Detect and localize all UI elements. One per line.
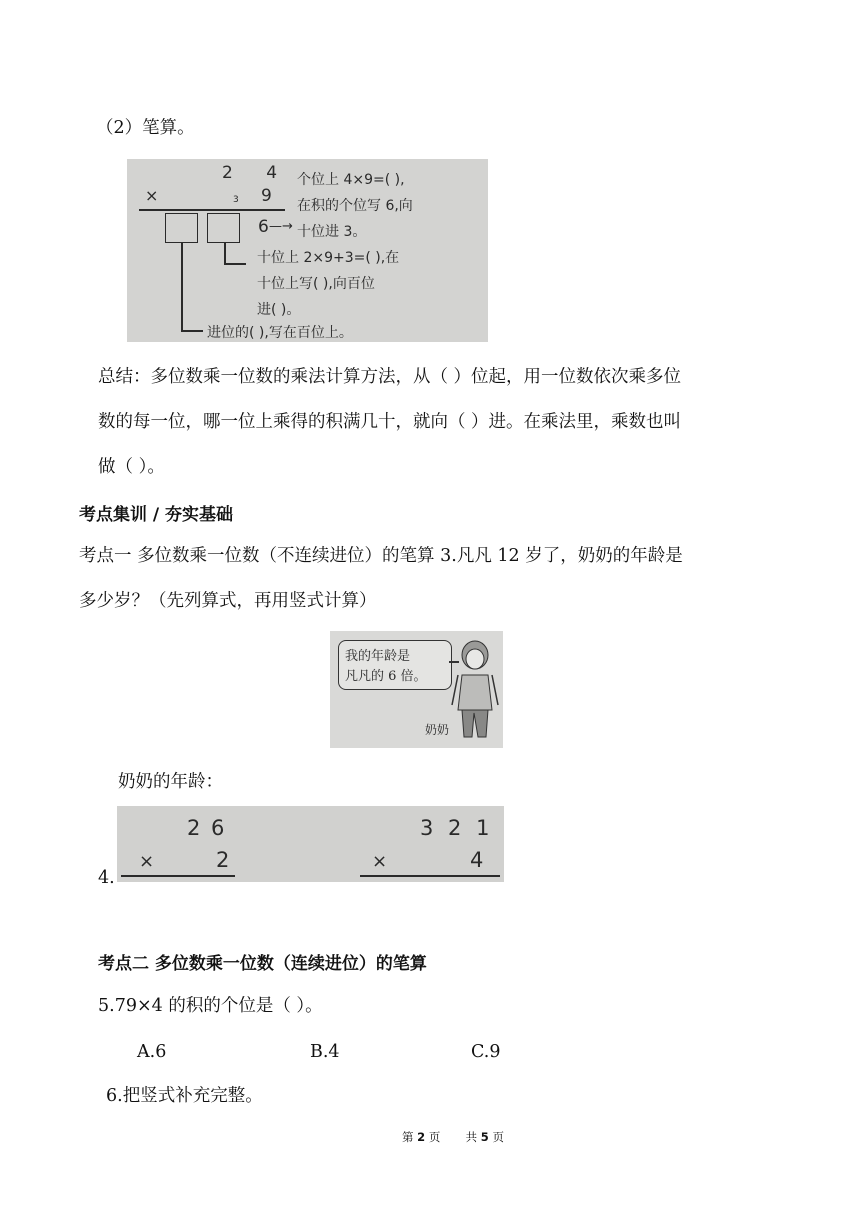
question-4-number: 4. (98, 868, 115, 888)
footer-total-suffix: 页 (492, 1130, 504, 1144)
step-tens-line3: 进( )。 (257, 302, 301, 318)
calc-b-times: × (372, 851, 388, 872)
step-ones-line2: 在积的个位写 6,向 (297, 198, 413, 214)
grandma-caption: 奶奶 (425, 723, 450, 737)
calc-b-line (360, 875, 500, 877)
arrow-ones: —→ (269, 219, 293, 234)
grandma-age-label: 奶奶的年龄： (118, 772, 223, 792)
q5-option-a: A.6 (137, 1042, 167, 1062)
product-ones-digit: 6 (258, 217, 269, 237)
footer-total-number: 5 (480, 1130, 489, 1144)
times-sign: × (145, 186, 159, 205)
hundreds-connector-line (181, 243, 183, 330)
summary-line-3: 做（ ）。 (98, 457, 165, 477)
question-6-text: 6.把竖式补充完整。 (106, 1086, 263, 1106)
summary-line-1: 总结：多位数乘一位数的乘法计算方法，从（ ）位起，用一位数依次乘多位 (98, 367, 682, 387)
question-2-label: （2）笔算。 (96, 118, 195, 138)
vertical-calc-figure (117, 806, 504, 882)
carry-digit: 3 (233, 195, 239, 205)
calc-a-line (121, 875, 235, 877)
tens-answer-box (207, 213, 240, 243)
multiplicand-digits: 2 4 (222, 163, 292, 183)
hundreds-answer-box (165, 213, 198, 243)
bubble-text-1: 我的年龄是 (345, 649, 411, 664)
q5-option-b: B.4 (310, 1042, 340, 1062)
step-ones-line1: 个位上 4×9=( ), (297, 172, 405, 188)
footer-total-prefix: 共 (465, 1130, 478, 1144)
footer-page-number: 2 (417, 1130, 426, 1144)
section-title: 考点集训 / 夯实基础 (79, 505, 234, 525)
vertical-multiplication-figure (127, 159, 488, 342)
summary-line-2: 数的每一位，哪一位上乘得的积满几十，就向（ ）进。在乘法里，乘数也叫 (98, 412, 682, 432)
point-1-line-1: 考点一 多位数乘一位数（不连续进位）的笔算 3.凡凡 12 岁了，奶奶的年龄是 (79, 546, 683, 566)
footer-page-prefix: 第 (402, 1130, 414, 1144)
step-tens-line1: 十位上 2×9+3=( ),在 (257, 250, 400, 266)
calc-b-top: 3 2 1 (420, 816, 494, 840)
tens-connector-line (224, 243, 226, 263)
page-footer (402, 1129, 504, 1145)
step-ones-line3: 十位进 3。 (297, 224, 367, 240)
question-5-text: 5.79×4 的积的个位是（ ）。 (98, 996, 323, 1016)
hundreds-connector-arrow (181, 330, 203, 332)
grandma-figure (330, 631, 503, 748)
point-1-line-2: 多少岁？（先列算式，再用竖式计算） (79, 591, 377, 611)
footer-page-suffix: 页 (428, 1130, 441, 1144)
calc-a-bottom: 2 (216, 848, 230, 872)
q5-option-c: C.9 (471, 1042, 501, 1062)
step-hundreds-line: 进位的( ),写在百位上。 (207, 325, 353, 341)
calc-a-times: × (139, 851, 155, 872)
bubble-text-2: 凡凡的 6 倍。 (345, 669, 427, 684)
multiplier-digit: 9 (261, 186, 272, 206)
calc-b-bottom: 4 (470, 848, 484, 872)
grandma-illustration (450, 635, 500, 747)
point-2-title: 考点二 多位数乘一位数（连续进位）的笔算 (98, 954, 427, 974)
step-tens-line2: 十位上写( ),向百位 (257, 276, 375, 292)
calc-a-top: 2 6 (187, 816, 227, 840)
product-line (139, 209, 285, 211)
tens-connector-arrow (224, 263, 246, 265)
